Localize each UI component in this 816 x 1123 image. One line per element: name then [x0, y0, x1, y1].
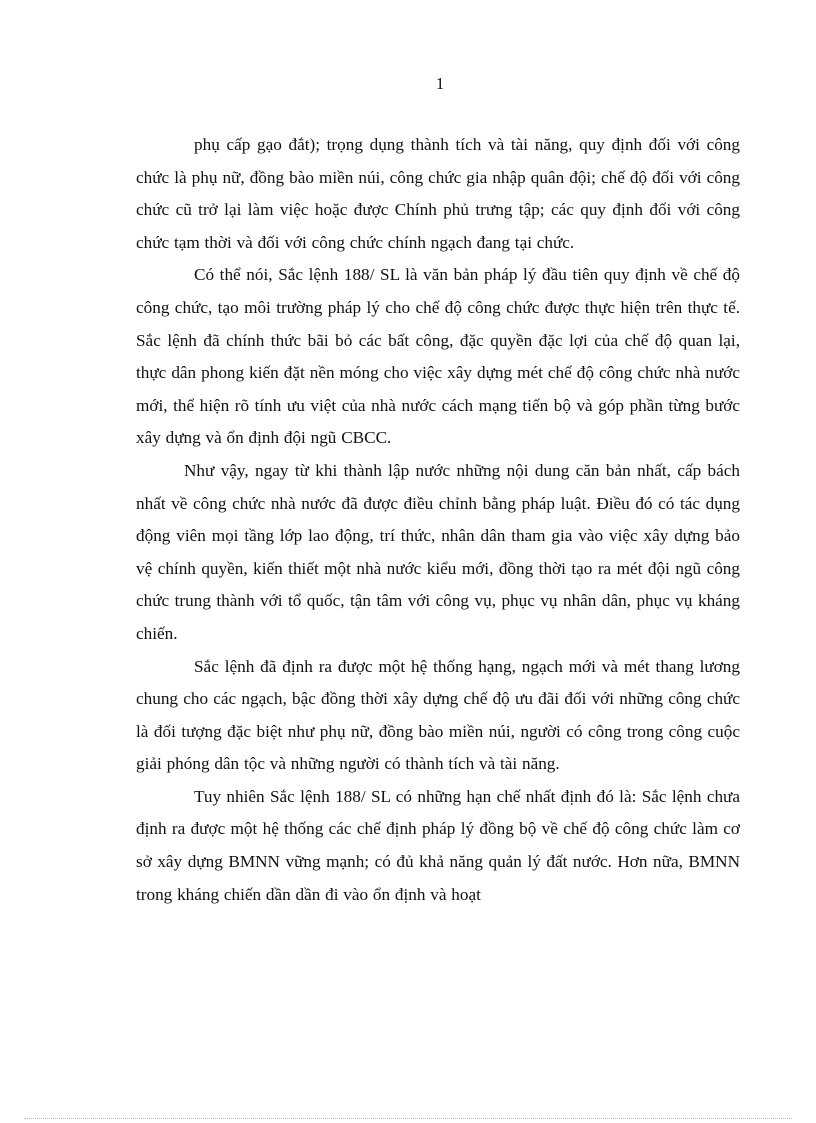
paragraph-5: Tuy nhiên Sắc lệnh 188/ SL có những hạn chế nhất định đó là: Sắc lệnh chưa định ra được một hệ thống các chế định pháp lý đồng bộ về chế độ công chức làm cơ sở xây dựng BMNN vững mạnh; có đủ khả năng quản lý đất nước. Hơn nữa, BMNN trong kháng chiến dần dần đi vào ổn định và hoạt	[136, 786, 740, 904]
page-bottom-divider	[24, 1118, 792, 1119]
paragraph-1: phụ cấp gạo đắt); trọng dụng thành tích và tài năng, quy định đối với công chức là phụ nữ, đồng bào miền núi, công chức gia nhập quân đội; chế độ đối với công chức cũ trở lại làm việc hoặc được Chính phủ trưng tập; các quy định đối với công chức tạm thời và đối với công chức chính ngạch đang tại chức.	[136, 135, 740, 252]
paragraph-3: Như vậy, ngay từ khi thành lập nước những nội dung căn bản nhất, cấp bách nhất về công chức nhà nước đã được điều chỉnh bằng pháp luật. Điều đó có tác dụng động viên mọi tầng lớp lao động, trí thức, nhân dân tham gia vào việc xây dựng bảo vệ chính quyền, kiến thiết một nhà nước kiểu mới, đồng thời tạo ra mét đội ngũ công chức trung thành với tổ quốc, tận tâm với công vụ, phục vụ nhân dân, phục vụ kháng chiến.	[136, 460, 740, 643]
paragraph-2: Có thể nói, Sắc lệnh 188/ SL là văn bản pháp lý đầu tiên quy định về chế độ công chức, tạo môi trường pháp lý cho chế độ công chức được thực hiện trên thực tế. Sắc lệnh đã chính thức bãi bỏ các bất công, đặc quyền đặc lợi của chế độ quan lại, thực dân phong kiến đặt nền móng cho việc xây dựng mét chế độ công chức nhà nước mới, thể hiện rõ tính ưu việt của nhà nước cách mạng tiến bộ và góp phần từng bước xây dựng và ổn định đội ngũ CBCC.	[136, 265, 740, 448]
page-number: 1	[435, 74, 445, 93]
document-body	[136, 129, 740, 911]
paragraph-4: Sắc lệnh đã định ra được một hệ thống hạng, ngạch mới và mét thang lương chung cho các ngạch, bậc đồng thời xây dựng chế độ ưu đãi đối với những công chức là đối tượng đặc biệt như phụ nữ, đồng bào miền núi, người có công trong công cuộc giải phóng dân tộc và những người có thành tích và tài năng.	[136, 656, 740, 774]
